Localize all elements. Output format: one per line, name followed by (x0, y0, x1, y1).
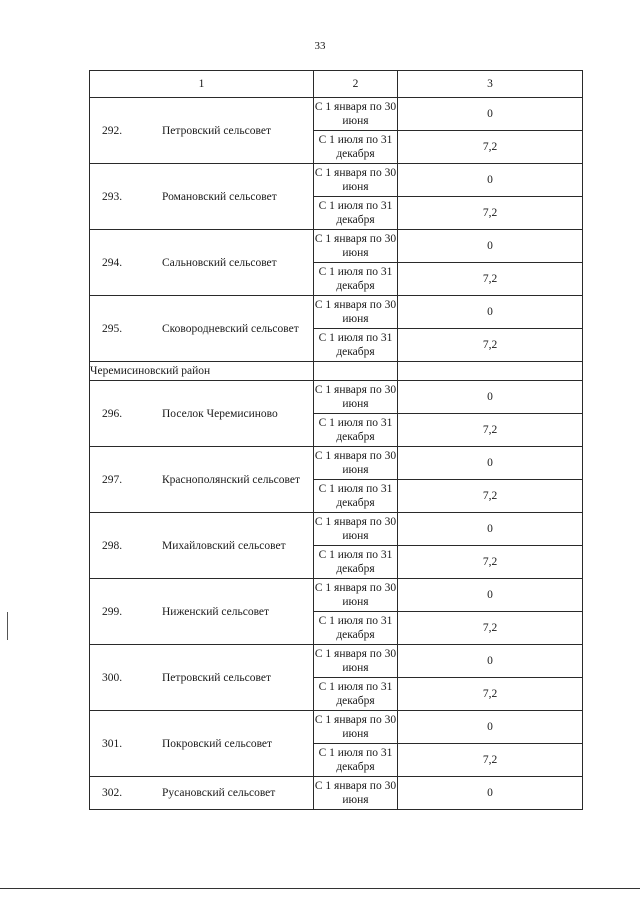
value-cell: 0 (398, 230, 583, 263)
page-bottom-line (0, 888, 640, 889)
value-cell: 7,2 (398, 546, 583, 579)
table-row (90, 98, 583, 131)
table-header-row (90, 71, 583, 98)
period-cell: С 1 июля по 31 декабря (314, 263, 398, 296)
value-cell: 0 (398, 777, 583, 810)
value-cell: 7,2 (398, 612, 583, 645)
value-cell: 7,2 (398, 131, 583, 164)
period-cell: С 1 июля по 31 декабря (314, 612, 398, 645)
table-row (90, 381, 583, 414)
row-number: 294. (102, 256, 123, 269)
period-cell: С 1 июля по 31 декабря (314, 678, 398, 711)
row-number: 302. (102, 787, 123, 799)
row-number: 297. (102, 473, 123, 486)
empty-cell (398, 362, 583, 381)
value-cell: 0 (398, 98, 583, 131)
settlement-cell (90, 777, 314, 810)
district-row (90, 362, 583, 381)
table-row (90, 777, 583, 810)
settlement-name: Краснополянский сельсовет (162, 473, 301, 486)
settlement-name: Сальновский сельсовет (162, 256, 277, 269)
period-cell: С 1 июля по 31 декабря (314, 480, 398, 513)
period-cell: С 1 января по 30 июня (314, 711, 398, 744)
value-cell: 7,2 (398, 263, 583, 296)
settlement-cell (90, 513, 314, 579)
period-cell: С 1 июля по 31 декабря (314, 414, 398, 447)
page-number: 33 (314, 40, 326, 52)
table-row (90, 447, 583, 480)
value-cell: 0 (398, 645, 583, 678)
district-name: Черемисиновский район (90, 362, 314, 381)
settlement-name: Ниженский сельсовет (162, 605, 270, 618)
column-header-3: 3 (398, 71, 583, 98)
period-cell: С 1 января по 30 июня (314, 513, 398, 546)
table-row (90, 230, 583, 263)
table-row (90, 579, 583, 612)
period-cell: С 1 января по 30 июня (314, 98, 398, 131)
settlement-name: Сковородневский сельсовет (162, 322, 299, 335)
value-cell: 0 (398, 711, 583, 744)
settlement-name: Покровский сельсовет (162, 737, 273, 750)
margin-mark (7, 612, 8, 640)
table-row (90, 296, 583, 329)
settlement-cell (90, 579, 314, 645)
column-header-2: 2 (314, 71, 398, 98)
value-cell: 7,2 (398, 329, 583, 362)
period-cell: С 1 января по 30 июня (314, 645, 398, 678)
settlement-name: Михайловский сельсовет (162, 539, 286, 552)
tariff-table (89, 70, 583, 810)
period-cell: С 1 января по 30 июня (314, 777, 398, 810)
period-cell: С 1 января по 30 июня (314, 579, 398, 612)
value-cell: 0 (398, 164, 583, 197)
value-cell: 7,2 (398, 414, 583, 447)
row-number: 301. (102, 737, 123, 750)
value-cell: 0 (398, 381, 583, 414)
settlement-name: Романовский сельсовет (162, 190, 277, 203)
period-cell: С 1 июля по 31 декабря (314, 197, 398, 230)
settlement-name: Русановский сельсовет (162, 787, 276, 799)
row-number: 292. (102, 124, 123, 137)
period-cell: С 1 января по 30 июня (314, 164, 398, 197)
row-number: 300. (102, 671, 123, 684)
period-cell: С 1 января по 30 июня (314, 296, 398, 329)
table-row (90, 513, 583, 546)
value-cell: 7,2 (398, 744, 583, 777)
settlement-name: Петровский сельсовет (162, 124, 271, 137)
value-cell: 0 (398, 579, 583, 612)
period-cell: С 1 января по 30 июня (314, 230, 398, 263)
settlement-name: Поселок Черемисиново (162, 407, 278, 420)
settlement-cell (90, 98, 314, 164)
settlement-cell (90, 645, 314, 711)
row-number: 296. (102, 407, 123, 420)
table-row (90, 645, 583, 678)
column-header-1: 1 (90, 71, 314, 98)
row-number: 298. (102, 539, 123, 552)
period-cell: С 1 января по 30 июня (314, 447, 398, 480)
value-cell: 7,2 (398, 480, 583, 513)
settlement-cell (90, 447, 314, 513)
value-cell: 0 (398, 513, 583, 546)
settlement-cell (90, 296, 314, 362)
value-cell: 7,2 (398, 678, 583, 711)
settlement-cell (90, 711, 314, 777)
value-cell: 7,2 (398, 197, 583, 230)
period-cell: С 1 июля по 31 декабря (314, 131, 398, 164)
period-cell: С 1 июля по 31 декабря (314, 744, 398, 777)
period-cell: С 1 июля по 31 декабря (314, 546, 398, 579)
settlement-cell (90, 164, 314, 230)
empty-cell (314, 362, 398, 381)
settlement-cell (90, 230, 314, 296)
row-number: 295. (102, 322, 123, 335)
value-cell: 0 (398, 447, 583, 480)
settlement-cell (90, 381, 314, 447)
row-number: 299. (102, 605, 123, 618)
table-row (90, 711, 583, 744)
period-cell: С 1 июля по 31 декабря (314, 329, 398, 362)
table-row (90, 164, 583, 197)
row-number: 293. (102, 190, 123, 203)
value-cell: 0 (398, 296, 583, 329)
period-cell: С 1 января по 30 июня (314, 381, 398, 414)
settlement-name: Петровский сельсовет (162, 671, 271, 684)
